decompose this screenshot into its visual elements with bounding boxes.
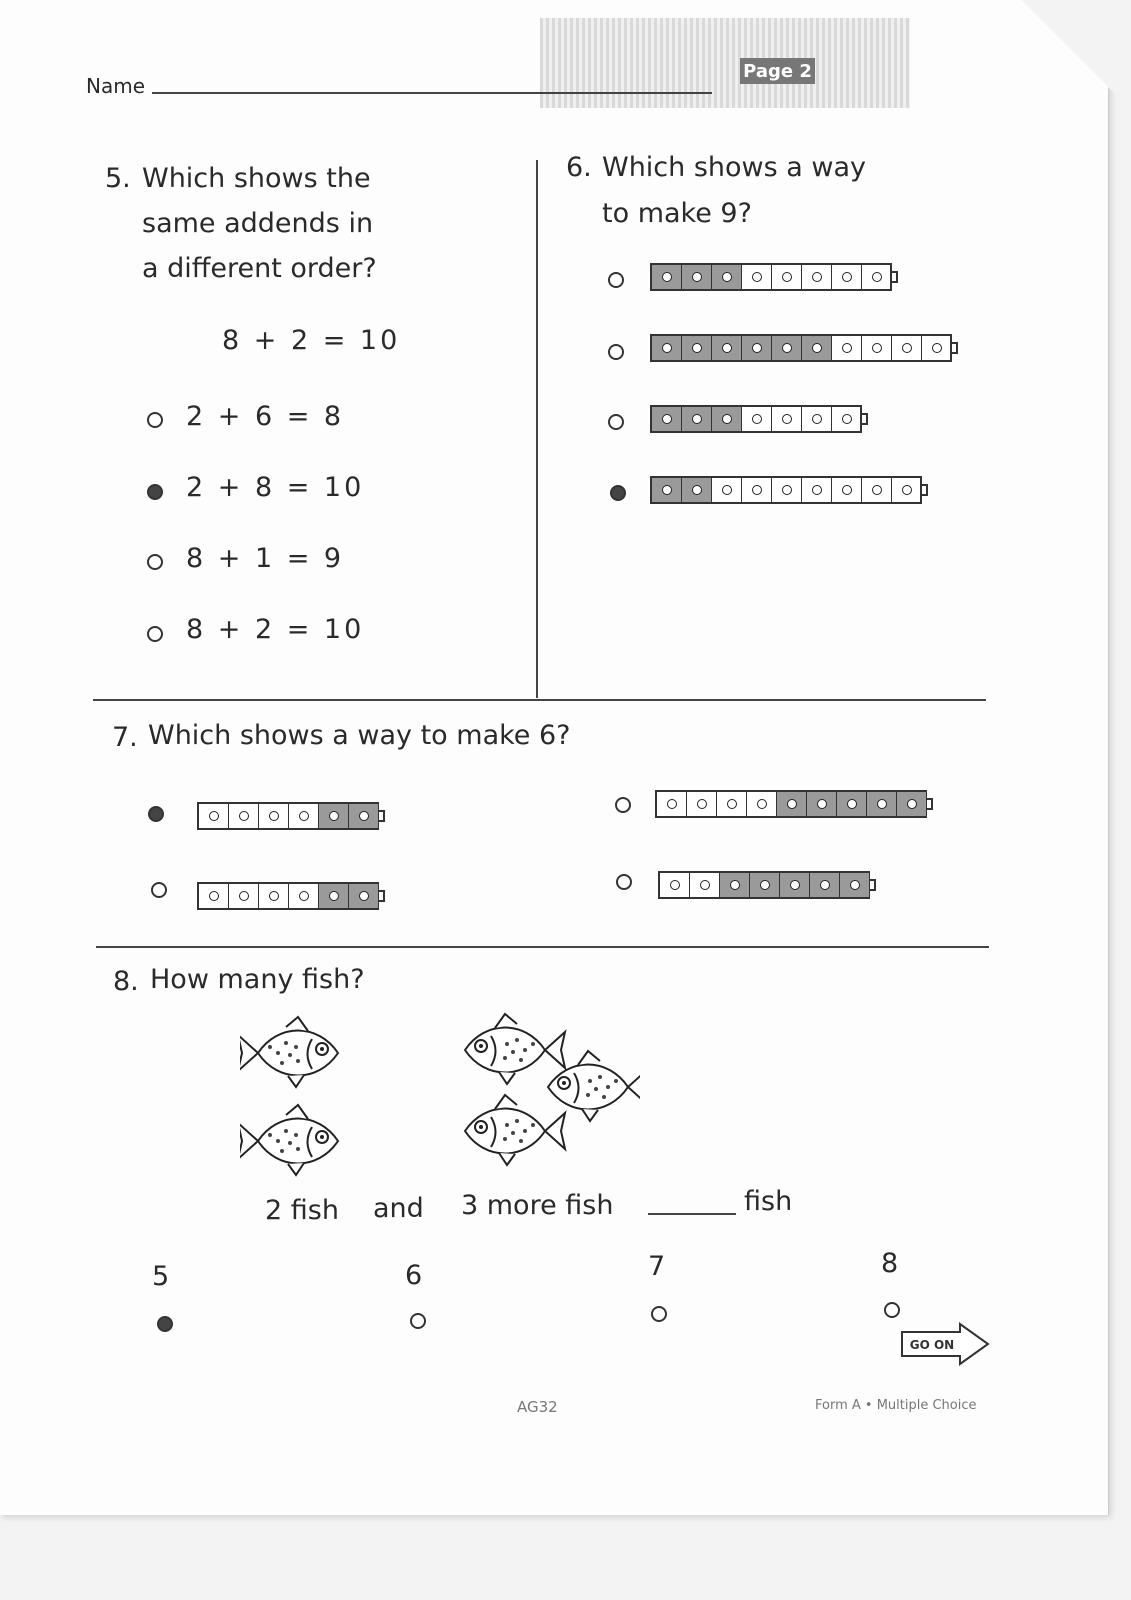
caption-and: and [373,1193,424,1224]
footer-form-label: Form A • Multiple Choice [815,1398,977,1413]
plain-cube [199,804,229,828]
cube-connector [952,342,958,354]
answer-bubble[interactable] [608,414,624,430]
plain-cube [862,336,892,360]
question-number: 7. [112,722,138,753]
plain-cube [199,884,229,908]
plain-cube [229,884,259,908]
shaded-cube [720,873,750,897]
answer-option[interactable]: 8 + 1 = 9 [186,543,345,574]
answer-bubble-selected[interactable] [157,1316,173,1332]
caption-end: fish [744,1186,793,1217]
cube-connector [927,798,933,810]
plain-cube [660,873,690,897]
plain-cube [717,792,747,816]
question-prompt: Which shows a way to make 6? [148,720,571,751]
shaded-cube [742,336,772,360]
caption-first: 2 fish [265,1195,339,1226]
answer-bubble[interactable] [147,626,163,642]
answer-option[interactable]: 2 + 6 = 8 [186,401,345,432]
cube-connector [870,879,876,891]
answer-bubble[interactable] [608,344,624,360]
plain-cube [229,804,259,828]
question-prompt-line: Which shows a way [602,152,867,183]
plain-cube [832,336,862,360]
question-prompt-line: Which shows the [142,163,371,194]
shaded-cube [652,478,682,502]
question-number: 8. [113,966,139,997]
question-prompt-line: same addends in [142,208,374,239]
answer-bubble[interactable] [608,272,624,288]
answer-bubble[interactable] [616,874,632,890]
shaded-cube [682,407,712,431]
answer-bubble-selected[interactable] [148,806,164,822]
caption-second: 3 more fish [461,1190,614,1221]
shaded-cube [682,336,712,360]
shaded-cube [652,336,682,360]
plain-cube [772,407,802,431]
question-prompt-line: a different order? [142,253,377,284]
header-print-noise [540,18,910,108]
plain-cube [690,873,720,897]
shaded-cube [802,336,832,360]
answer-bubble[interactable] [884,1302,900,1318]
answer-blank[interactable] [648,1213,736,1215]
cube-connector [892,271,898,283]
go-on-arrow-icon [900,1322,990,1366]
answer-bubble[interactable] [651,1306,667,1322]
shaded-cube [712,265,742,289]
choice-label: 8 [881,1248,899,1279]
plain-cube [832,407,862,431]
shaded-cube [712,407,742,431]
plain-cube [892,336,922,360]
cube-train-option[interactable] [650,263,892,291]
answer-bubble[interactable] [151,882,167,898]
divider-q8 [96,946,989,948]
answer-bubble-selected[interactable] [147,484,163,500]
plain-cube [657,792,687,816]
cube-train-option[interactable] [197,882,379,910]
cube-connector [922,484,928,496]
plain-cube [922,336,952,360]
page-label: Page 2 [740,58,815,84]
shaded-cube [777,792,807,816]
plain-cube [802,407,832,431]
plain-cube [862,265,892,289]
shaded-cube [319,804,349,828]
plain-cube [742,265,772,289]
plain-cube [802,478,832,502]
plain-cube [289,884,319,908]
shaded-cube [810,873,840,897]
choice-label: 7 [648,1251,666,1282]
question-number: 6. [566,152,592,183]
cube-train-option[interactable] [650,334,952,362]
plain-cube [862,478,892,502]
plain-cube [802,265,832,289]
answer-bubble[interactable] [615,797,631,813]
cube-train-option[interactable] [197,802,379,830]
plain-cube [687,792,717,816]
shaded-cube [682,265,712,289]
divider-q7 [93,699,986,701]
cube-connector [862,413,868,425]
plain-cube [892,478,922,502]
plain-cube [742,407,772,431]
cube-connector [379,810,385,822]
fish-picture [240,1005,640,1185]
shaded-cube [780,873,810,897]
cube-train-option[interactable] [650,405,862,433]
plain-cube [772,478,802,502]
cube-connector [379,890,385,902]
answer-bubble[interactable] [147,412,163,428]
shaded-cube [837,792,867,816]
cube-train-option[interactable] [658,871,870,899]
question-prompt-line: to make 9? [602,198,752,229]
shaded-cube [349,884,379,908]
given-equation: 8 + 2 = 10 [222,325,401,356]
vertical-divider [536,160,538,698]
plain-cube [712,478,742,502]
shaded-cube [807,792,837,816]
shaded-cube [652,407,682,431]
shaded-cube [897,792,927,816]
plain-cube [832,478,862,502]
shaded-cube [682,478,712,502]
plain-cube [259,884,289,908]
cube-train-option[interactable] [655,790,927,818]
shaded-cube [319,884,349,908]
shaded-cube [840,873,870,897]
shaded-cube [712,336,742,360]
cube-train-option[interactable] [650,476,922,504]
plain-cube [832,265,862,289]
question-prompt: How many fish? [150,964,365,995]
plain-cube [742,478,772,502]
shaded-cube [652,265,682,289]
answer-option[interactable]: 2 + 8 = 10 [186,472,365,503]
answer-bubble[interactable] [147,554,163,570]
answer-option[interactable]: 8 + 2 = 10 [186,614,365,645]
plain-cube [289,804,319,828]
shaded-cube [772,336,802,360]
torn-corner [1021,0,1131,110]
plain-cube [772,265,802,289]
plain-cube [259,804,289,828]
question-number: 5. [105,163,131,194]
shaded-cube [750,873,780,897]
choice-label: 5 [152,1261,170,1292]
name-line[interactable] [152,92,712,94]
footer-code: AG32 [517,1398,558,1416]
choice-label: 6 [405,1260,423,1291]
name-label: Name [86,74,146,98]
answer-bubble-selected[interactable] [610,485,626,501]
go-on-label: GO ON [909,1338,955,1352]
answer-bubble[interactable] [410,1313,426,1329]
shaded-cube [867,792,897,816]
shaded-cube [349,804,379,828]
plain-cube [747,792,777,816]
